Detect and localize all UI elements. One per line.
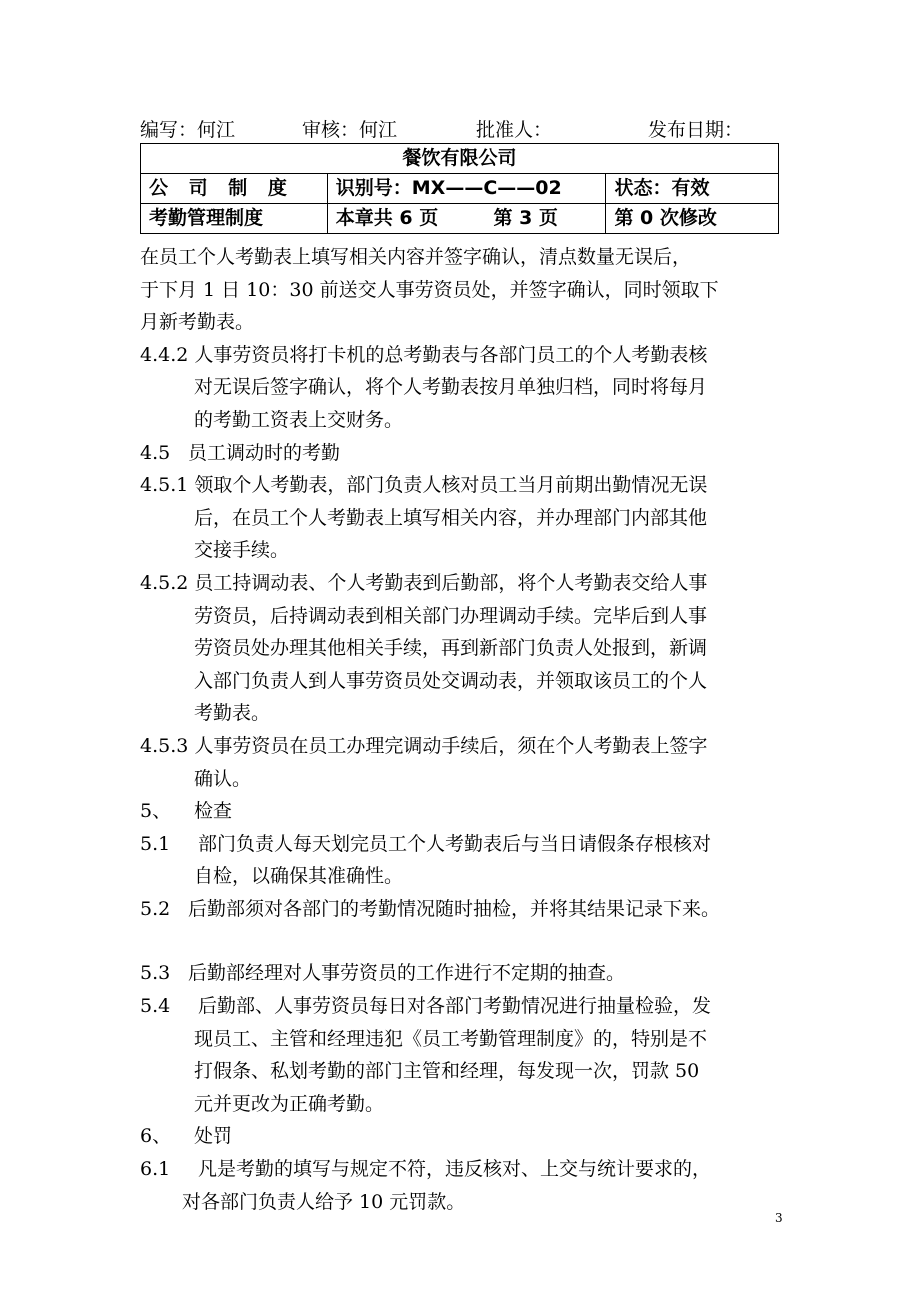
doc-id-code: 识别号：MX——C——02 [327, 174, 606, 204]
revision-number: 第 0 次修改 [606, 204, 779, 234]
section-6-1 [140, 1153, 790, 1186]
blank-line [140, 925, 790, 957]
paragraph-line: 在员工个人考勤表上填写相关内容并签字确认，清点数量无误后， [140, 246, 692, 268]
section-4-5 [140, 437, 790, 470]
paragraph-line: 现员工、主管和经理违犯《员工考勤管理制度》的，特别是不 [194, 1027, 708, 1050]
document-header-table [140, 143, 779, 234]
current-page: 第 3 页 [493, 207, 558, 229]
release-date-label: 发布日期： [648, 119, 744, 141]
paragraph-line: 劳资员，后持调动表到相关部门办理调动手续。完毕后到人事 [194, 604, 708, 627]
section-5-4 [140, 990, 790, 1023]
section-4-5-3: 4.5.3 人事劳资员在员工办理完调动手续后，须在个人考勤表上签字 [140, 734, 708, 757]
approval-line [140, 116, 780, 144]
paragraph-line: 月新考勤表。 [140, 311, 255, 334]
paragraph-line: 自检，以确保其准确性。 [194, 865, 404, 888]
total-pages: 本章共 6 页 [335, 207, 439, 229]
section-number: 5.1 [140, 832, 171, 855]
paragraph-line: 考勤表。 [194, 702, 271, 725]
section-text: 后勤部经理对人事劳资员的工作进行不定期的抽查。 [188, 962, 626, 985]
section-5 [140, 795, 790, 828]
paragraph-line: 劳资员处办理其他相关手续，再到新部门负责人处报到，新调 [194, 637, 708, 660]
company-name: 餐饮有限公司 [141, 144, 779, 174]
paragraph-line: 对各部门负责人给予 10 元罚款。 [182, 1190, 466, 1213]
section-text: 后勤部须对各部门的考勤情况随时抽检，并将其结果记录下来。 [188, 897, 721, 920]
section-text: 后勤部、人事劳资员每日对各部门考勤情况进行抽量检验，发 [198, 995, 712, 1018]
page-number: 3 [775, 1211, 783, 1225]
section-number: 6、 [140, 1125, 172, 1148]
section-text: 凡是考勤的填写与规定不符，违反核对、上交与统计要求的， [198, 1158, 712, 1181]
author-label: 编写：何江 [140, 119, 236, 141]
section-5-3 [140, 957, 790, 990]
section-5-1 [140, 828, 790, 861]
paragraph-line: 交接手续。 [194, 539, 290, 562]
paragraph-line: 元并更改为正确考勤。 [194, 1092, 385, 1115]
doc-type: 公 司 制 度 [141, 174, 328, 204]
doc-title: 考勤管理制度 [141, 204, 328, 234]
section-title: 检查 [194, 800, 233, 823]
paragraph-line: 的考勤工资表上交财务。 [194, 408, 404, 431]
section-title: 员工调动时的考勤 [188, 441, 341, 464]
section-6 [140, 1120, 790, 1153]
section-number: 6.1 [140, 1158, 171, 1181]
section-title: 处罚 [194, 1125, 233, 1148]
section-4-4-2: 4.4.2 人事劳资员将打卡机的总考勤表与各部门员工的个人考勤表核 [140, 343, 708, 366]
section-5-2 [140, 893, 790, 926]
reviewer-label: 审核：何江 [302, 119, 398, 141]
section-number: 4.5 [140, 441, 171, 464]
page-info [327, 204, 606, 234]
paragraph-line: 对无误后签字确认，将个人考勤表按月单独归档，同时将每月 [194, 376, 708, 399]
section-4-5-2: 4.5.2 员工持调动表、个人考勤表到后勤部，将个人考勤表交给人事 [140, 571, 708, 594]
section-number: 5、 [140, 800, 172, 823]
section-number: 5.4 [140, 995, 171, 1018]
paragraph-line: 入部门负责人到人事劳资员处交调动表，并领取该员工的个人 [194, 669, 708, 692]
paragraph-line: 确认。 [194, 767, 252, 790]
doc-status: 状态：有效 [606, 174, 779, 204]
approver-label: 批准人： [476, 119, 553, 141]
section-number: 5.3 [140, 962, 171, 985]
paragraph-line: 于下月 1 日 10：30 前送交人事劳资员处，并签字确认，同时领取下 [140, 278, 719, 301]
paragraph-line: 后，在员工个人考勤表上填写相关内容，并办理部门内部其他 [194, 506, 708, 529]
section-4-5-1: 4.5.1 领取个人考勤表，部门负责人核对员工当月前期出勤情况无误 [140, 474, 708, 497]
document-body [140, 241, 790, 1218]
paragraph-line: 打假条、私划考勤的部门主管和经理，每发现一次，罚款 50 [194, 1060, 700, 1083]
section-number: 5.2 [140, 897, 171, 920]
section-text: 部门负责人每天划完员工个人考勤表后与当日请假条存根核对 [198, 832, 712, 855]
